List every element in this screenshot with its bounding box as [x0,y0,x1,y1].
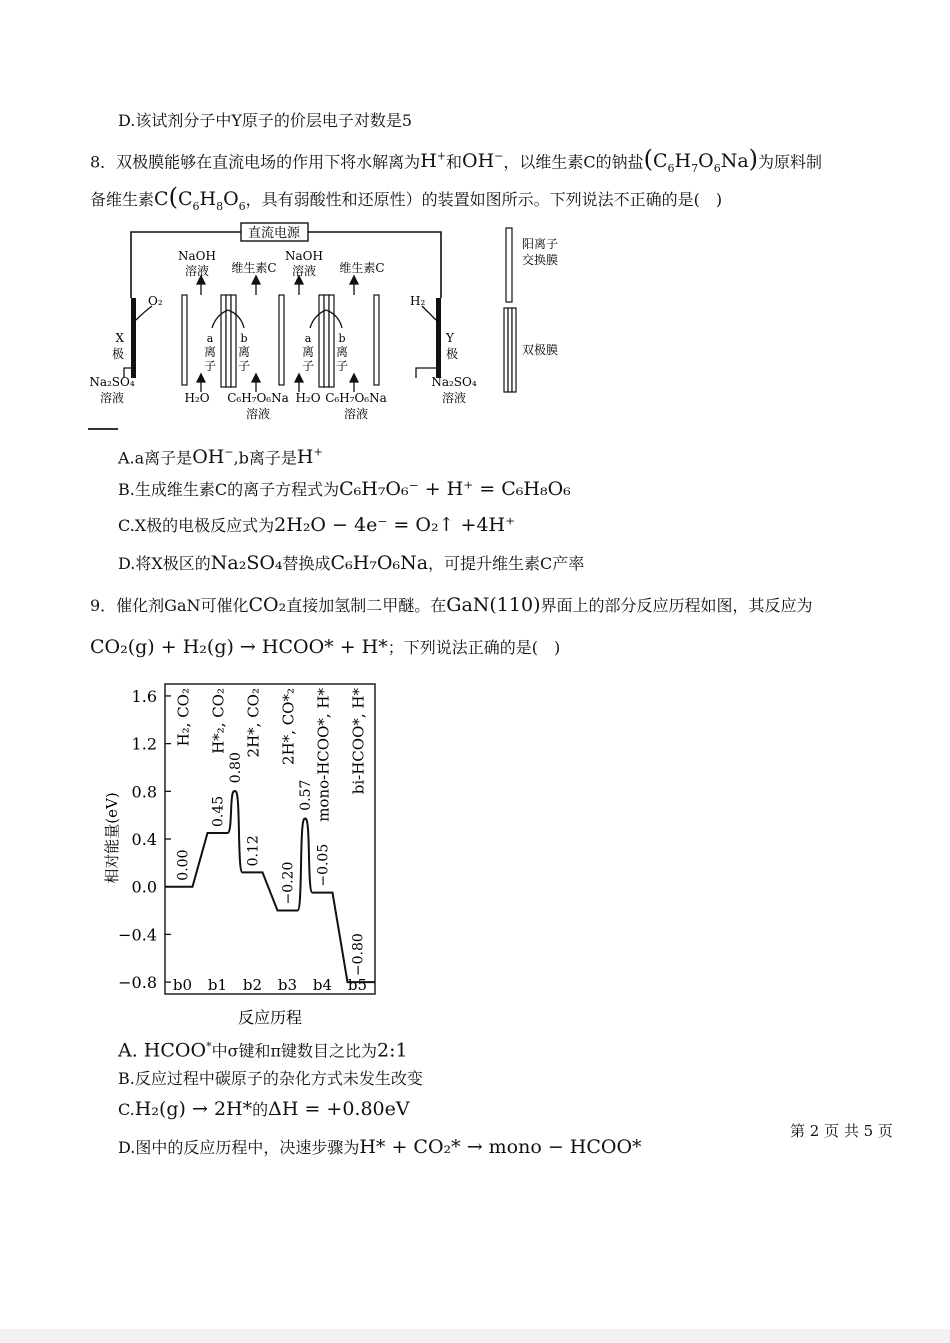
y-tick-label: −0.8 [118,973,157,993]
q8-vc-o: O [223,188,239,210]
species-label-b2: 2H*, CO₂ [244,688,263,758]
q8-vc-c: C [177,188,193,210]
q9-stem-text-d: ；下列说法正确的是( ) [387,638,561,657]
energy-profile-chart [95,678,395,1033]
x-electrode [131,298,136,378]
q9-opt-a-text-b: 中σ键和π键数目之比为 [211,1041,378,1061]
q8-stem-text-c: 为原料制 [758,152,823,172]
energy-label-b4: −0.05 [315,843,332,887]
h2o-label-2: H₂O [295,391,321,405]
y-pole-label-1: Y [446,331,454,345]
q8-opt-d-text-c: ，可提升维生素C产率 [428,554,585,573]
legend-bipolar-membrane [504,308,516,392]
q8-opt-a-oh-charge: − [224,446,234,459]
h2-label: H₂ [410,294,426,308]
a-ion-label-3a: 子 [203,359,217,373]
b-ion-label-3a: 子 [237,359,251,373]
q9-opt-c-text-b: 的 [252,1100,269,1119]
page-footer-strip [0,1329,950,1343]
y-tick-label: 1.2 [131,734,157,754]
q9-stem-text-b: 直接加氢制二甲醚。在 [286,596,447,615]
q9-stem-line1 [90,594,813,617]
q8-opt-a-text: A.a离子是 [118,448,193,468]
q8-salt-h: H [674,150,692,173]
na2so4-solution-left: 溶液 [99,391,125,405]
q8-opt-a-h [297,446,323,468]
legend-cation-label-1: 阳离子 [522,237,559,251]
q8-vc-6a: 6 [192,199,200,213]
q9-option-b: B.反应过程中碳原子的杂化方式未发生改变 [118,1069,423,1088]
q8-oh-symbol: OH [462,150,495,173]
q7-option-d: D.该试剂分子中Y原子的价层电子对数是5 [118,111,413,130]
q8-salt-7: 7 [691,162,699,176]
q8-opt-d-text-a: D.将X极区的 [118,554,211,573]
naoh-label-1: NaOH [178,249,216,263]
ts-energy-label: 0.57 [298,779,314,811]
salt-solution-1: 溶液 [245,407,271,421]
q8-salt-6a: 6 [667,162,675,176]
q8-option-d [118,552,584,575]
y-electrode [436,298,441,378]
na2so4-label-right: Na₂SO₄ [431,375,477,389]
naoh-solution-label-1: 溶液 [184,264,210,278]
q9-opt-d-text: D.图中的反应历程中，决速步骤为 [118,1138,360,1157]
q8-stem-text-d: 备维生素 [90,190,155,209]
q8-salt-6b: 6 [713,162,721,176]
ts-energy-label: 0.80 [228,752,244,784]
x-pole-label-1: X [115,331,124,345]
q9-reaction-equation: CO₂(g) + H₂(g) → HCOO* + H* [90,636,388,658]
q8-and: 和 [445,152,462,172]
q8-vc-h: H [199,188,217,210]
q8-option-b [118,478,571,501]
a-ion-label-1b: a [304,332,312,345]
bipolar-membrane-1 [221,295,236,387]
x-tick-label: b0 [172,976,193,994]
q9-opt-a-text: A. HCOO [118,1039,207,1062]
species-label-b0: H₂, CO₂ [174,688,193,747]
q8-oh-ion [462,150,503,172]
b-ion-label-1b: b [338,332,346,345]
q8-stem-line2 [90,183,723,218]
q8-h-charge: + [436,150,446,163]
q9-opt-c-equation: H₂(g) → 2H* [134,1098,253,1120]
x-tick-label: b2 [242,976,263,994]
cation-membrane-2 [279,295,284,385]
o2-label: O₂ [148,294,163,308]
q9-stem-text-a: 9．催化剂GaN可催化 [90,596,249,615]
q8-salt-c: C [653,150,668,173]
x-tick-label: b5 [347,976,368,994]
energy-label-b0: 0.00 [175,849,192,881]
q8-opt-a-oh-symbol: OH [192,446,225,469]
x-axis-title: 反应历程 [237,1008,303,1027]
x-tick-label: b3 [277,976,298,994]
q8-opt-c-equation: 2H₂O − 4e⁻ = O₂↑ +4H⁺ [274,514,516,536]
q9-opt-c-enthalpy: ΔH = +0.80eV [268,1098,410,1120]
b-ion-label-2b: 离 [335,345,349,359]
a-ion-label-3b: 子 [301,359,315,373]
q8-vc-6b: 6 [238,199,246,213]
q8-opt-b-equation: C₆H₇O₆⁻ + H⁺ = C₆H₈O₆ [339,478,571,500]
q8-option-a [118,442,323,469]
q8-opt-d-na2so4: Na₂SO₄ [210,552,283,574]
y-tick-label: 0.0 [131,877,157,897]
q9-co2: CO₂ [248,594,287,616]
q8-h-ion [420,150,446,172]
y-tick-label: −0.4 [118,925,157,945]
q8-opt-d-text-b: 替换成 [282,554,331,573]
a-ion-label-2b: 离 [301,345,315,359]
q8-vc-8: 8 [216,199,224,213]
species-label-b3: 2H*, CO*₂ [279,688,298,765]
cation-membrane-3 [374,295,379,385]
bipolar-membrane-2 [319,295,334,387]
q8-stem-text-a: 8．双极膜能够在直流电场的作用下将水解离为 [90,152,421,172]
q9-option-c [118,1098,410,1121]
q8-salt-na: Na [720,150,749,173]
naoh-label-2: NaOH [285,249,323,263]
energy-label-b5: −0.80 [350,933,367,977]
q8-opt-a-text-b: ,b离子是 [233,448,297,468]
naoh-solution-label-2: 溶液 [291,264,317,278]
q9-stem-text-c: 界面上的部分反应历程如图，其反应为 [540,596,813,615]
energy-curve [165,791,375,982]
species-label-b5: bi-HCOO*, H* [349,688,368,795]
q8-stem-text-e: ，具有弱酸性和还原性）的装置如图所示。下列说法不正确的是( ) [245,190,723,209]
h2o-label-1: H₂O [184,391,210,405]
na2so4-solution-right: 溶液 [441,391,467,405]
q8-vitc-formula: $C(C_6H_8O_6$ [154,183,246,213]
q9-opt-a-ratio: 2:1 [377,1039,408,1062]
q9-opt-c-text: C. [118,1100,135,1119]
q8-vc-letter: C [154,188,169,210]
salt-solution-2: 溶液 [343,407,369,421]
legend-cation-label-2: 交换膜 [522,253,559,267]
q8-salt-formula: $(C_6H_7O_6Na)$ [643,145,759,176]
y-tick-label: 1.6 [131,686,157,706]
legend-bipolar-label: 双极膜 [522,343,559,357]
na2so4-label-left: Na₂SO₄ [89,375,135,389]
y-axis-title: 相对能量(eV) [103,792,121,884]
q9-option-d [118,1136,642,1159]
electrolysis-diagram [86,220,606,425]
species-label-b4: mono-HCOO*, H* [314,688,333,822]
q8-option-c [118,514,515,537]
b-ion-label-3b: 子 [335,359,349,373]
q8-opt-c-text: C.X极的电极反应式为 [118,516,275,535]
cation-membrane-1 [182,295,187,385]
a-ion-label-1a: a [206,332,214,345]
q8-opt-b-text: B.生成维生素C的离子方程式为 [118,480,340,499]
q8-stem-line1 [90,146,822,180]
q8-opt-d-salt: C₆H₇O₆Na [330,552,429,574]
q8-opt-a-h-symbol: H [296,446,314,469]
b-ion-label-2a: 离 [237,345,251,359]
q9-opt-a-star: * [206,1040,212,1053]
a-ion-label-2a: 离 [203,345,217,359]
vitc-label-1: 维生素C [231,261,277,275]
salt-label-1: C₆H₇O₆Na [227,391,289,405]
y-tick-label: 0.4 [131,830,157,849]
x-pole-label-2: 极 [111,347,124,361]
q8-stem-text-b: ，以维生素C的钠盐 [503,152,644,172]
y-pole-label-2: 极 [446,347,459,361]
diagram-underline [88,428,118,430]
energy-label-b1: 0.45 [210,795,227,828]
power-supply-label: 直流电源 [247,226,301,241]
legend-cation-membrane [506,228,512,302]
chart-frame [165,684,375,994]
vitc-label-2: 维生素C [339,261,385,275]
y-tick-label: 0.8 [131,782,157,802]
page-number: 第 2 页 共 5 页 [790,1122,893,1140]
q8-oh-charge: − [494,150,504,163]
energy-label-b3: −0.20 [280,861,297,905]
q8-opt-a-oh [192,446,233,468]
q8-h-symbol: H [420,150,437,173]
q9-opt-d-equation: H* + CO₂* → mono − HCOO* [359,1136,642,1158]
q8-opt-a-h-charge: + [313,446,323,459]
salt-label-2: C₆H₇O₆Na [325,391,387,405]
x-tick-label: b1 [207,976,228,994]
energy-label-b2: 0.12 [245,835,262,867]
q9-gan-surface: GaN(110) [446,594,541,616]
x-tick-label: b4 [312,976,333,994]
species-label-b1: H*₂, CO₂ [209,688,228,754]
q9-option-a [118,1036,408,1062]
q9-stem-line2 [90,636,560,659]
b-ion-label-1a: b [240,332,248,345]
q8-salt-o: O [698,150,714,173]
